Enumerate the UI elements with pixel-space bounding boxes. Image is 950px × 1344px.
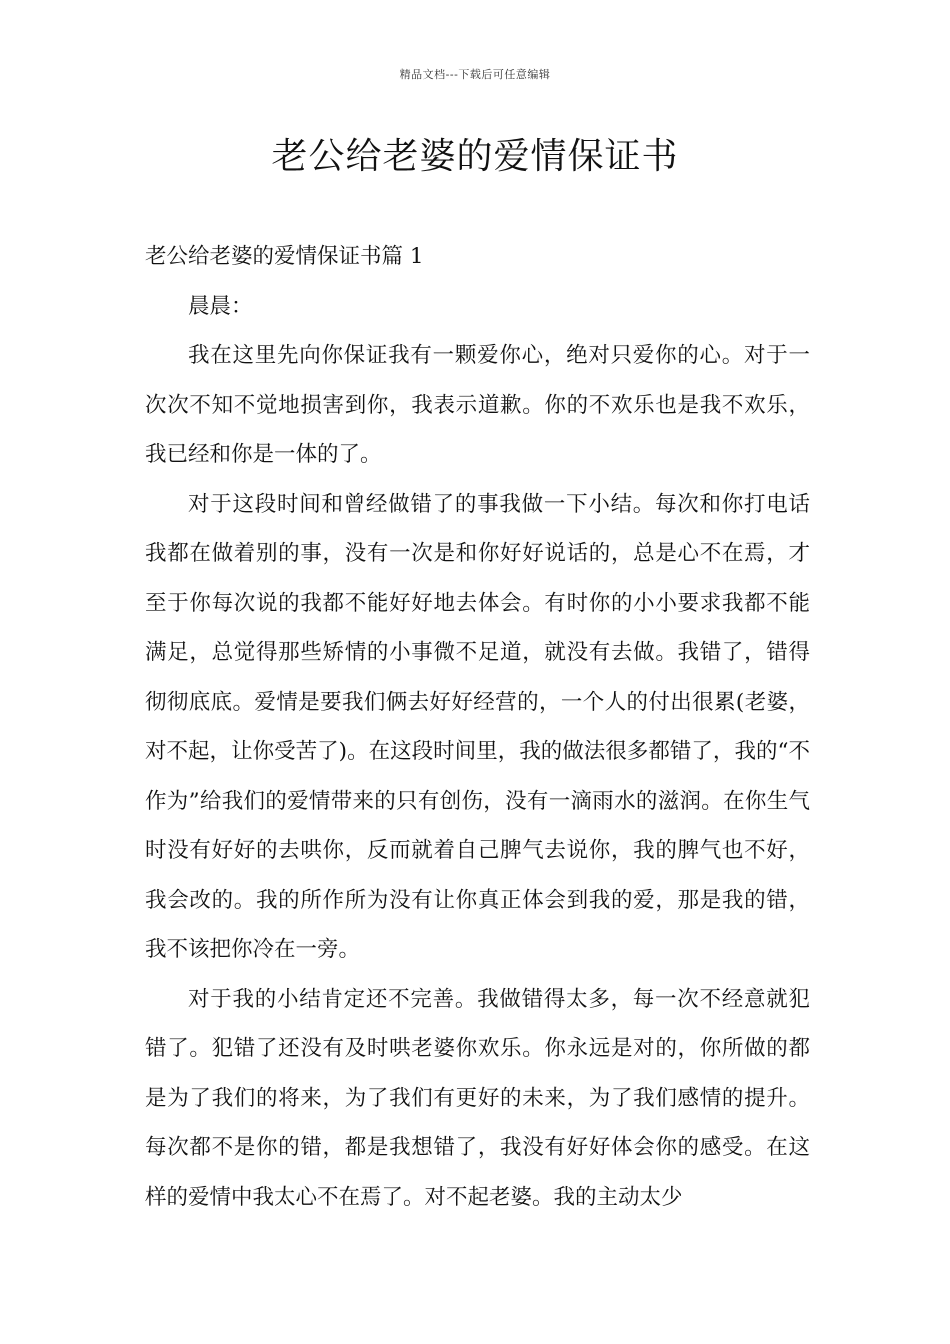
paragraph: 我在这里先向你保证我有一颗爱你心，绝对只爱你的心。对于一次次不知不觉地损害到你，我表示道歉。你的不欢乐也是我不欢乐，我已经和你是一体的了。 — [145, 343, 810, 467]
document-body — [145, 232, 810, 1222]
salutation: 晨晨： — [188, 293, 253, 319]
header-note: 精品文档---下载后可任意编辑 — [399, 68, 551, 81]
document-title: 老公给老婆的爱情保证书 — [271, 136, 679, 177]
paragraph: 对于这段时间和曾经做错了的事我做一下小结。每次和你打电话我都在做着别的事，没有一次是和你好好说话的，总是心不在焉，才至于你每次说的我都不能好好地去体会。有时你的小小要求我都不能满足，总觉得那些矫情的小事微不足道，就没有去做。我错了，错得彻彻底底。爱情是要我们俩去好好经营的，一个人的付出很累(老婆，对不起，让你受苦了)。在这段时间里，我的做法很多都错了，我的“不作为”给我们的爱情带来的只有创伤，没有一滴雨水的滋润。在你生气时没有好好的去哄你，反而就着自己脾气去说你，我的脾气也不好，我会改的。我的所作所为没有让你真正体会到我的爱，那是我的错，我不该把你冷在一旁。 — [145, 491, 810, 962]
section-heading: 老公给老婆的爱情保证书篇 1 — [145, 244, 424, 269]
paragraph: 对于我的小结肯定还不完善。我做错得太多，每一次不经意就犯错了。犯错了还没有及时哄老婆你欢乐。你永远是对的，你所做的都是为了我们的将来，为了我们有更好的未来，为了我们感情的提升。每次都不是你的错，都是我想错了，我没有好好体会你的感受。在这样的爱情中我太心不在焉了。对不起老婆。我的主动太少 — [145, 986, 810, 1210]
